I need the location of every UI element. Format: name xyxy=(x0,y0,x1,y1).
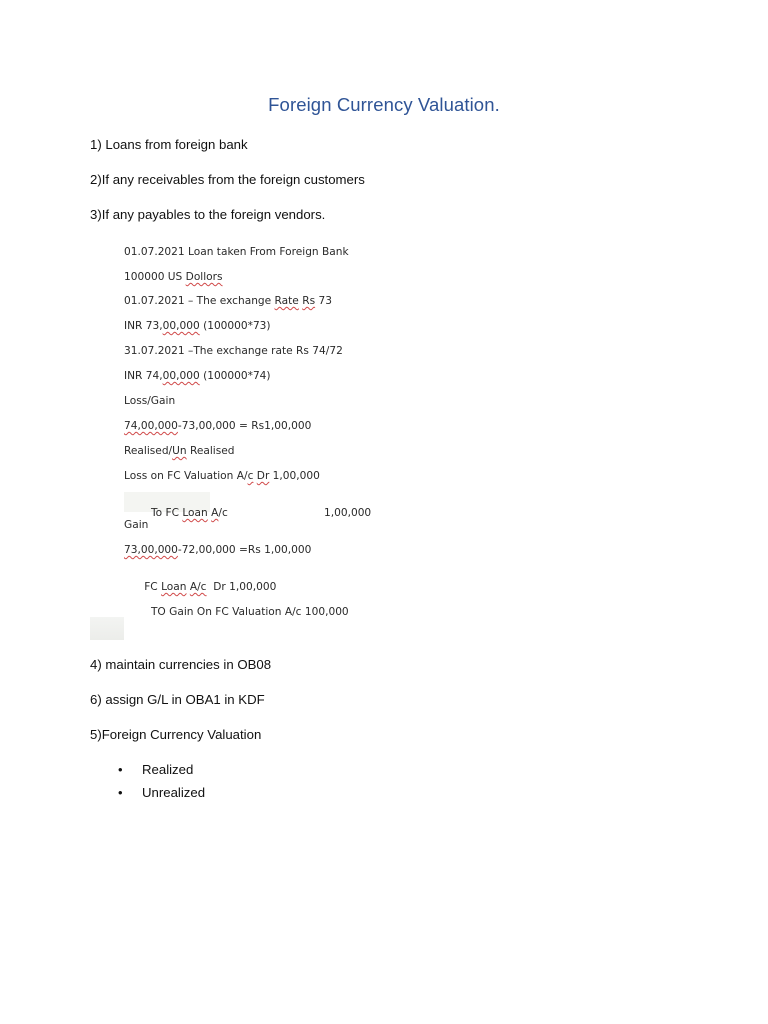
bullet-item: • Realized xyxy=(90,760,205,783)
bullet-item: • Unrealized xyxy=(90,783,205,806)
scan-line: Loss on FC Valuation A/c Dr 1,00,000 xyxy=(124,470,320,482)
scan-line: 31.07.2021 –The exchange rate Rs 74/72 xyxy=(124,345,343,357)
list-item: 1) Loans from foreign bank xyxy=(90,137,248,152)
scan-line: 01.07.2021 Loan taken From Foreign Bank xyxy=(124,246,349,258)
scan-line: 01.07.2021 – The exchange Rate Rs 73 xyxy=(124,295,332,307)
amount: 1,00,000 xyxy=(324,507,372,519)
bullet-icon: • xyxy=(118,762,123,777)
scan-line: 100000 US Dollors xyxy=(124,271,223,283)
scan-line: To FC Loan A/c 1,00,000 xyxy=(144,507,372,519)
scan-line: Loss/Gain xyxy=(124,395,176,407)
list-item: 2)If any receivables from the foreign customers xyxy=(90,172,365,187)
bullet-list xyxy=(90,760,205,806)
page-title: Foreign Currency Valuation. xyxy=(268,94,500,115)
scan-line: TO Gain On FC Valuation A/c 100,000 xyxy=(144,606,349,618)
scan-line: INR 74,00,000 (100000*74) xyxy=(124,370,271,382)
scan-line: FC Loan A/c Dr 1,00,000 xyxy=(144,581,277,593)
scan-line: Gain xyxy=(124,519,149,531)
embedded-scan-image xyxy=(90,237,396,640)
list-item: 3)If any payables to the foreign vendors. xyxy=(90,207,326,222)
bullet-icon: • xyxy=(118,785,123,800)
scan-line: INR 73,00,000 (100000*73) xyxy=(124,320,271,332)
scan-line: 74,00,000-73,00,000 = Rs1,00,000 xyxy=(124,420,312,432)
scan-line: 73,00,000-72,00,000 =Rs 1,00,000 xyxy=(124,544,312,556)
list-item: 5)Foreign Currency Valuation xyxy=(90,727,262,742)
scan-line: Realised/Un Realised xyxy=(124,445,235,457)
list-item: 6) assign G/L in OBA1 in KDF xyxy=(90,692,265,707)
list-item: 4) maintain currencies in OB08 xyxy=(90,657,272,672)
